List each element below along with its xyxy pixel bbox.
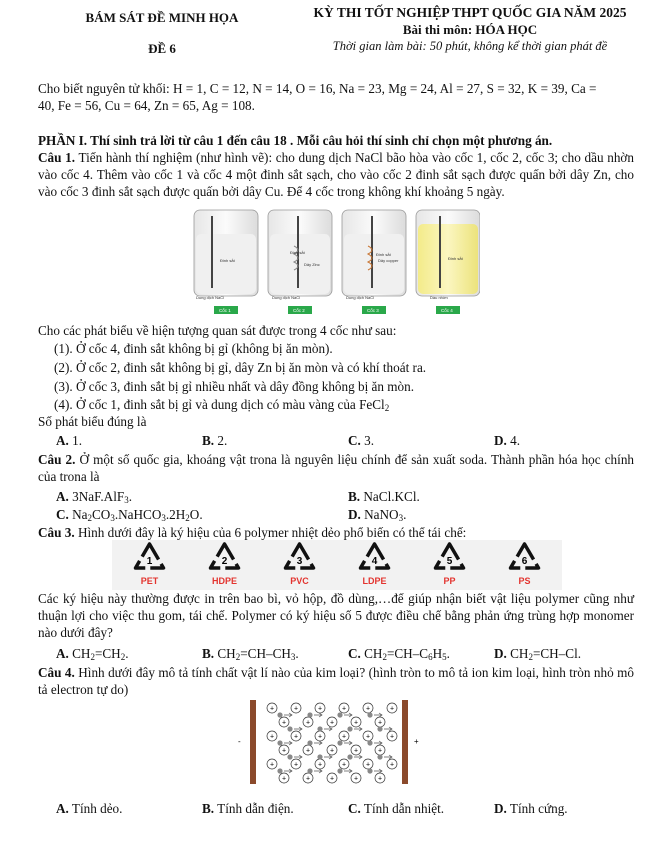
electron-arrow-icon (294, 727, 302, 731)
svg-text:Dầu nhờn: Dầu nhờn (430, 295, 448, 300)
ion-charge: + (389, 733, 395, 741)
ion-charge: + (293, 733, 299, 741)
recycle-polymer-name: PP (443, 576, 456, 586)
recycle-polymer-name: LDPE (362, 576, 387, 586)
electron-arrow-icon (284, 769, 292, 773)
q1-option-c[interactable]: C. 3. (348, 433, 375, 448)
minus-sign: - (238, 737, 241, 746)
electron-arrow-icon (374, 713, 382, 717)
q1-statement-1: (1). Ở cốc 4, đinh sắt không bị gỉ (không bị ăn mòn). (54, 341, 333, 356)
svg-text:Đinh sắt: Đinh sắt (220, 258, 235, 263)
right-electrode (402, 700, 408, 784)
ion-charge: + (305, 747, 311, 755)
electron-arrow-icon (344, 741, 352, 745)
ion-charge: + (269, 705, 275, 713)
svg-text:Dung dịch NaCl: Dung dịch NaCl (346, 295, 375, 300)
exam-title: KỲ THI TỐT NGHIỆP THPT QUỐC GIA NĂM 2025 (313, 5, 627, 20)
free-electron (377, 754, 382, 759)
ion-charge: + (293, 705, 299, 713)
free-electron (277, 768, 282, 773)
free-electron (307, 740, 312, 745)
ion-charge: + (281, 747, 287, 755)
free-electron (377, 726, 382, 731)
free-electron (307, 712, 312, 717)
svg-text:Đinh sắt: Đinh sắt (376, 252, 391, 257)
svg-text:Dung dịch NaCl: Dung dịch NaCl (196, 295, 225, 300)
header-school-line: BÁM SÁT ĐỀ MINH HỌA (85, 10, 239, 25)
q2-option-a[interactable]: A. 3NaF.AlF$_3$. (56, 489, 132, 505)
recycle-number: 1 (146, 556, 153, 567)
recycle-symbol-5 (436, 544, 464, 586)
q3-option-a[interactable]: A. $CH_2=CH_2$. (56, 646, 129, 662)
ion-charge: + (281, 775, 287, 783)
electron-arrow-icon (344, 713, 352, 717)
svg-text:Cốc 1: Cốc 1 (219, 308, 231, 313)
ion-charge: + (269, 761, 275, 769)
electron-arrow-icon (384, 727, 392, 731)
recycle-number: 3 (296, 556, 303, 567)
svg-text:Dây copper: Dây copper (378, 258, 399, 263)
question-1 (38, 149, 634, 200)
q1-statement-2: (2). Ở cốc 2, đinh sắt không bị gỉ, dây Zn bị ăn mòn và có khí thoát ra. (54, 360, 427, 375)
ion-charge: + (353, 747, 359, 755)
q2-option-d[interactable]: D. NaNO$_3$. (348, 507, 407, 523)
q1-intro: Cho các phát biểu về hiện tượng quan sát được trong 4 cốc như sau: (38, 323, 397, 338)
svg-text:Cốc 3: Cốc 3 (367, 308, 379, 313)
svg-text:Dung dịch NaCl: Dung dịch NaCl (272, 295, 301, 300)
q1-option-b[interactable]: B. 2. (202, 433, 228, 448)
recycle-symbol-6 (511, 544, 539, 586)
ion-charge: + (281, 719, 287, 727)
ion-charge: + (365, 705, 371, 713)
q3-option-b[interactable]: B. $CH_2=CH-CH_3$. (202, 646, 299, 662)
beaker-1 (194, 210, 258, 314)
recycle-symbol-1 (136, 544, 164, 586)
exam-code: ĐỀ 6 (148, 40, 176, 56)
ion-charge: + (329, 775, 335, 783)
ion-charge: + (269, 733, 275, 741)
recycling-codes-figure (112, 540, 562, 590)
recycle-polymer-name: PET (140, 576, 159, 586)
ion-charge: + (329, 719, 335, 727)
free-electron (337, 712, 342, 717)
question-3: Câu 3. Hình dưới đây là ký hiệu của 6 polymer nhiệt dẻo phổ biến có thể tái chế: (38, 525, 467, 540)
svg-text:Cốc 2: Cốc 2 (293, 308, 305, 313)
q2-option-c[interactable]: C. $Na_2CO_3.NaHCO_3.2H_2O$. (56, 507, 203, 523)
ion-charge: + (353, 719, 359, 727)
ion-charge: + (317, 705, 323, 713)
beaker-2 (268, 210, 332, 314)
electron-arrow-icon (374, 769, 382, 773)
q1-option-d[interactable]: D. 4. (494, 433, 521, 448)
q1-count: Số phát biểu đúng là (38, 414, 147, 429)
ion-charge: + (329, 747, 335, 755)
header-right (290, 4, 650, 55)
q1-statement-3: (3). Ở cốc 3, đinh sắt bị gỉ nhiều nhất và dây đồng không bị ăn mòn. (54, 379, 415, 394)
question-label: Câu 1. (38, 150, 76, 165)
recycle-polymer-name: PS (518, 576, 531, 586)
recycle-polymer-name: HDPE (211, 576, 238, 586)
ion-charge: + (317, 761, 323, 769)
ion-charge: + (353, 775, 359, 783)
recycle-number: 4 (371, 556, 378, 567)
free-electron (317, 754, 322, 759)
ion-charge: + (389, 761, 395, 769)
svg-text:Đinh sắt: Đinh sắt (448, 256, 463, 261)
recycle-symbol-2 (211, 544, 239, 586)
metal-conduction-figure (222, 698, 436, 786)
electron-arrow-icon (314, 741, 322, 745)
q2-option-b[interactable]: B. NaCl.KCl. (348, 489, 420, 504)
free-electron (367, 768, 372, 773)
ion-charge: + (365, 761, 371, 769)
ion-charge: + (293, 761, 299, 769)
electron-arrow-icon (324, 755, 332, 759)
part1-title: PHẦN I. Thí sinh trả lời từ câu 1 đến câu 18 . Mỗi câu hỏi thí sinh chỉ chọn một phương án. (38, 133, 553, 148)
question-4: Câu 4. Hình dưới đây mô tả tính chất vật lí nào của kim loại? (hình tròn to mô tả ion kim loại, hình tròn nhỏ mô tả electron tự do) (38, 665, 635, 698)
q4-option-b[interactable]: B. Tính dẫn điện. (202, 801, 294, 816)
free-electron (367, 740, 372, 745)
electron-arrow-icon (294, 755, 302, 759)
ion-charge: + (365, 733, 371, 741)
q3-option-d[interactable]: D. $CH_2=CH-Cl$. (494, 646, 582, 662)
q3-option-c[interactable]: C. $CH_2=CH-C_6H_5$. (348, 646, 450, 662)
atomic-masses: Cho biết nguyên tử khối: H = 1, C = 12, N = 14, O = 16, Na = 23, Mg = 24, Al = 27, S = 32, K = 39, Ca = 40, Fe = 56, Cu = 64, Zn = 65, Ag = 108. (38, 81, 597, 114)
free-electron (287, 754, 292, 759)
free-electron (277, 712, 282, 717)
ion-charge: + (377, 747, 383, 755)
free-electron (347, 726, 352, 731)
free-electron (287, 726, 292, 731)
q1-statement-4: (4). Ở cốc 1, đinh sắt bị gỉ và dung dịch có màu vàng của FeCl$_2$ (54, 397, 390, 413)
free-electron (367, 712, 372, 717)
beaker-3 (342, 210, 406, 314)
exam-time: Thời gian làm bài: 50 phút, không kể thời gian phát đề (332, 39, 608, 54)
q4-option-c[interactable]: C. Tính dẫn nhiệt. (348, 801, 445, 816)
ion-charge: + (377, 719, 383, 727)
ion-charge: + (341, 761, 347, 769)
recycle-number: 6 (521, 556, 528, 567)
ion-charge: + (305, 719, 311, 727)
electron-arrow-icon (384, 755, 392, 759)
svg-text:Cốc 4: Cốc 4 (441, 308, 453, 313)
free-electron (337, 740, 342, 745)
exam-subject: Bài thi môn: HÓA HỌC (402, 21, 538, 37)
q3-text-2: Các ký hiệu này thường được in trên bao bì, vỏ hộp, đồ dùng,…để giúp nhận biết vật liệu polymer cũng như thuận lợi cho việc thu gom, tái chế. Polymer có ký hiệu số 5 được điều chế bằng phản ứng trùng hợp monomer nào dưới đây? (38, 591, 634, 641)
svg-text:Dây Zinc: Dây Zinc (304, 262, 320, 267)
electron-arrow-icon (354, 727, 362, 731)
header-left (72, 10, 252, 58)
electron-arrow-icon (314, 769, 322, 773)
free-electron (337, 768, 342, 773)
q1-option-a[interactable]: A. 1. (56, 433, 83, 448)
electron-arrow-icon (324, 727, 332, 731)
beaker-4 (416, 210, 480, 314)
recycle-number: 5 (446, 556, 453, 567)
free-electron (317, 726, 322, 731)
free-electron (307, 768, 312, 773)
electron-arrow-icon (344, 769, 352, 773)
left-electrode (250, 700, 256, 784)
recycle-symbol-3 (286, 544, 314, 586)
recycle-symbol-4 (361, 544, 389, 586)
electron-arrow-icon (314, 713, 322, 717)
svg-text:Đinh sắt: Đinh sắt (290, 250, 305, 255)
ion-charge: + (305, 775, 311, 783)
plus-sign: + (414, 737, 419, 746)
electron-arrow-icon (374, 741, 382, 745)
free-electron (277, 740, 282, 745)
question-2: Câu 2. Ở một số quốc gia, khoáng vật trona là nguyên liệu chính để sản xuất soda. Thành phần hóa học chính của trona là (38, 452, 635, 485)
recycle-polymer-name: PVC (290, 576, 309, 586)
q4-option-d[interactable]: D. Tính cứng. (494, 801, 568, 816)
electron-arrow-icon (284, 741, 292, 745)
ion-charge: + (377, 775, 383, 783)
question-text: Tiến hành thí nghiệm (như hình vẽ): cho dung dịch NaCl bão hòa vào cốc 1, cốc 2, cốc 3; cho dầu nhờn vào cốc 4. Thêm vào cốc 1 và cốc 4 một đinh sắt sạch, cho vào cốc 2 đinh sắt sạch được quấn bởi dây Zn, cho vào cốc 3 đinh sắt sạch được quấn bởi dây Cu. Để 4 cốc trong không khí khoảng 5 ngày. (38, 150, 634, 200)
electron-arrow-icon (284, 713, 292, 717)
ion-charge: + (317, 733, 323, 741)
ion-charge: + (341, 705, 347, 713)
beaker-experiment-figure (190, 206, 480, 318)
recycle-number: 2 (221, 556, 228, 567)
ion-charge: + (389, 705, 395, 713)
free-electron (347, 754, 352, 759)
ion-charge: + (341, 733, 347, 741)
q4-option-a[interactable]: A. Tính dẻo. (56, 801, 123, 816)
electron-arrow-icon (354, 755, 362, 759)
